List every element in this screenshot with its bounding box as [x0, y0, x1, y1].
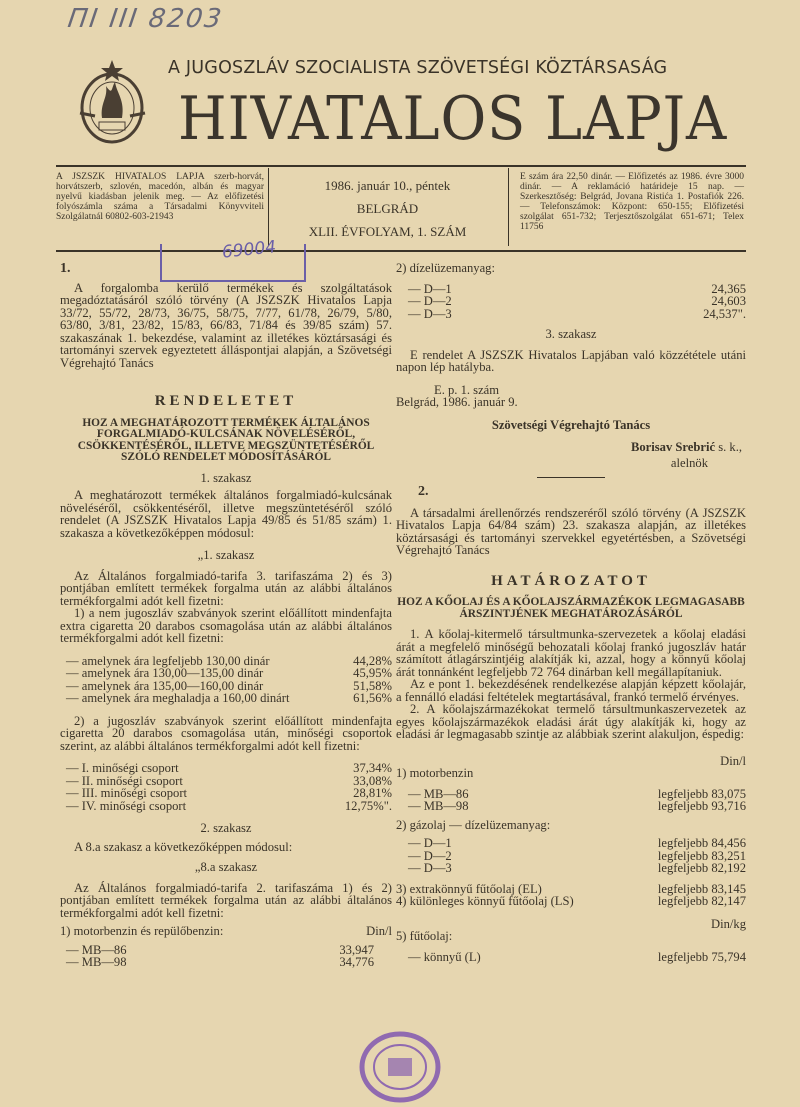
price-row: — MB—86 legfeljebb 83,075 [408, 786, 746, 801]
right-column [396, 262, 746, 963]
registry-number: 69004 [221, 237, 277, 263]
left-column [60, 262, 392, 969]
rate-row: — III. minőségi csoport 28,81% [66, 786, 392, 800]
rate-row: — I. minőségi csoport 37,34% [66, 761, 392, 775]
signature: Borisav Srebrić s. k., [630, 440, 742, 454]
paragraph: Az e pont 1. bekezdésének rendelkezése alapján képzett kőolajár, a fennálló eladási feltételek megtartásával, frankó termelő érvényes. [396, 677, 746, 704]
price-row: — MB—98 legfeljebb 93,716 [408, 799, 746, 813]
price-row: — D—2 legfeljebb 83,251 [408, 848, 746, 863]
diesel-heading: 2) dízelüzemanyag: [396, 261, 495, 275]
heating-oil-heading: 5) fűtőolaj: [396, 929, 453, 943]
decree-title: HOZ A MEGHATÁROZOTT TERMÉKEK ÁLTALÁNOS FORGALMIADÓ-KULCSÁNAK NÖVELÉSÉRŐL, CSÖKKENTÉSÉRŐL, ILLETVE MEGSZÜNTETÉSÉRŐL SZÓLÓ RENDELET MÓDOSÍTÁSÁRÓL [77, 416, 375, 463]
divider [268, 168, 269, 246]
unit-label: Din/kg [711, 916, 746, 931]
price-row: — könnyű (L) legfeljebb 75,794 [408, 949, 746, 964]
rate-row: — amelynek ára 135,00—160,00 dinár 51,58% [66, 678, 392, 693]
fuel-table [60, 944, 392, 969]
handwritten-note: ПI III 8203 [65, 4, 226, 34]
section-heading: 1. szakasz [200, 470, 252, 485]
rates-table-1 [60, 655, 392, 705]
rate-row: — amelynek ára legfeljebb 130,00 dinár 44,28% [66, 653, 392, 668]
diesel-row: — D—1 24,365 [408, 281, 746, 296]
paragraph: 2. A kőolajszármazékokat termelő társultmunkaszervezetek az egyes kőolajszármazékok eladási árát úgy alakítják ki, hogy az eladási ár legmagasabb szintje az alábbiak szerint alakuljon, éspedig: [396, 702, 746, 741]
rate-row: — amelynek ára 130,00—135,00 dinár 45,95% [66, 666, 392, 680]
paragraph: E rendelet A JSZSZK Hivatalos Lapjában való közzététele utáni napon lép hatályba. [396, 347, 746, 374]
divider [537, 477, 605, 478]
council-name: Szövetségi Végrehajtó Tanács [491, 417, 651, 432]
paragraph: 1. A kőolaj-kitermelő társultmunka-szervezetek a kőolaj eladási árát a megfelelő minőségű behozatali kőolaj frankó jugoszláv határ számított átlagárszintjéig alakítják ki, azzal, hogy a könnyű kőolaj árát tonnánként legfeljebb 72 764 dinárban kell megállapítaniuk. [396, 627, 746, 679]
oils-table [396, 883, 746, 908]
resolution-title: HOZ A KŐOLAJ ÉS A KŐOLAJSZÁRMAZÉKOK LEGMAGASABB ÁRSZINTJÉNEK MEGHATÁROZÁSÁRÓL [397, 596, 745, 620]
price-row: 3) extrakönnyű fűtőolaj (EL) legfeljebb 83,145 [396, 881, 746, 896]
gasoil-heading: 2) gázolaj — dízelüzemanyag: [396, 817, 551, 832]
decree-heading: RENDELETET [154, 393, 298, 409]
gasoil-table [396, 837, 746, 875]
state-emblem-icon [75, 58, 150, 148]
info-subscription: E szám ára 22,50 dinár. — Előfizetés az 1986. évre 3000 dinár. — A reklamáció határideje 15 nap. — Szerkesztőség: Belgrád, Jovana Ristića 1. Postafiók 226. — Telefonszámok: Központ: 650-155; Előfizetési szolgálat 651-732; Terjesztőszolgálat 651-671; Telex 11756 [520, 172, 744, 232]
publication-title: HIVATALOS LAPJA [178, 84, 728, 154]
preamble: A társadalmi árellenőrzés rendszeréről szóló törvény (A JSZSZK Hivatalos Lapja 64/84 szám) 23. szakasza alapján, az illetékes köztársasági és tartományi szervekkel egyetértésben, a Szövetségi Végrehajtó Tanács [396, 505, 746, 557]
rate-row: — IV. minőségi csoport 12,75%". [66, 798, 392, 813]
price-row: — D—3 legfeljebb 82,192 [408, 861, 746, 875]
price-row: — D—1 legfeljebb 84,456 [408, 836, 746, 850]
resolution-heading: HATÁROZATOT [491, 572, 651, 589]
section-heading: „8.a szakasz [194, 860, 258, 874]
rate-row: — II. minőségi csoport 33,08% [66, 773, 392, 788]
preamble: A forgalomba kerülő termékek és szolgáltatások megadóztatásáról szóló törvény (A JSZSZK Hivatalos Lapja 33/72, 55/72, 28/73, 36/75, 58/75, 7/77, 61/78, 26/79, 5/80, 63/80, 3/81, 23/82, 15/83, 66/83, 71/84 és 39/85 szám) 57. szakaszának 1. bekezdése, valamint az illetékes köztársasági és tartományi szervek egyeztetett álláspontjai alapján, a Szövetségi Végrehajtó Tanács [60, 280, 392, 370]
library-stamp-icon [358, 1030, 442, 1104]
fuel-heading-row: 1) motorbenzin és repülőbenzin: Din/l [60, 924, 392, 938]
section-heading: 2. szakasz [200, 821, 252, 835]
rates-table-2 [60, 762, 392, 812]
fuel-row: — MB—98 34,776 [66, 955, 374, 969]
issue-volume: XLII. ÉVFOLYAM, 1. SZÁM [308, 224, 467, 239]
paragraph: Az Általános forgalmiadó-tarifa 3. tarifaszáma 2) és 3) pontjában említett termékek forgalma után az alábbi általános termékforgalmi adót kell fizetni: [60, 568, 392, 608]
paragraph: A meghatározott termékek általános forgalmiadó-kulcsának növeléséről, csökkentéséről, illetve megszüntetéséről szóló rendelet (A JSZSZK Hivatalos Lapja 49/85 és 51/85 szám) 1. szakasza a következőképpen módosul: [60, 488, 392, 540]
divider [56, 165, 746, 167]
issue-city: BELGRÁD [356, 201, 419, 216]
diesel-table [396, 283, 746, 321]
section-heading: „1. szakasz [197, 548, 255, 562]
price-row: 4) különleges könnyű fűtőolaj (LS) legfeljebb 82,147 [396, 894, 746, 908]
diesel-row: — D—3 24,537". [408, 306, 746, 321]
document-number: E. p. 1. szám [434, 382, 500, 397]
act-number: 1. [60, 261, 71, 276]
paragraph: 1) a nem jugoszláv szabványok szerint előállított mindenfajta extra cigaretta 20 darabos csomagolása után az alábbi általános termékforgalmi adót kell fizetni: [60, 606, 392, 645]
fuel-row: — MB—86 33,947 [66, 942, 374, 957]
paragraph: 2) a jugoszláv szabványok szerint előállított mindenfajta cigaretta 20 darabos csomagolása után, minőségi csoportok szerint, az alábbi általános termékforgalmi adót kell fizetni: [60, 713, 392, 753]
motorbenzin-heading: 1) motorbenzin [396, 766, 474, 780]
republic-name: A JUGOSZLÁV SZOCIALISTA SZÖVETSÉGI KÖZTÁRSASÁG [168, 58, 668, 78]
paragraph: A 8.a szakasz a következőképpen módosul: [74, 839, 293, 854]
motorbenzin-table [396, 788, 746, 813]
issue-date: 1986. január 10., péntek [324, 178, 451, 193]
rate-row: — amelynek ára meghaladja a 160,00 dinárt 61,56% [66, 691, 392, 705]
signer-title: alelnök [670, 455, 708, 470]
paragraph: Az Általános forgalmiadó-tarifa 2. tarifaszáma 1) és 2) pontjában említett termékek forgalma után az alábbi általános termékforgalmi adót kell fizetni: [60, 880, 392, 920]
unit-label: Din/l [720, 753, 746, 768]
place-date: Belgrád, 1986. január 9. [396, 395, 518, 409]
issue-info [275, 174, 500, 243]
info-publication: A JSZSZK HIVATALOS LAPJA szerb-horvát, horvátszerb, szlovén, macedón, albán és magyar nyelvű kiadásban jelenik meg. — Az előfizetési folyószámla száma a Társadalmi Könyvviteli Szolgálatnál 60802-603-21943 [56, 172, 264, 222]
diesel-row: — D—2 24,603 [408, 294, 746, 308]
act-number: 2. [418, 484, 429, 499]
section-heading: 3. szakasz [545, 327, 597, 341]
divider [508, 168, 509, 246]
